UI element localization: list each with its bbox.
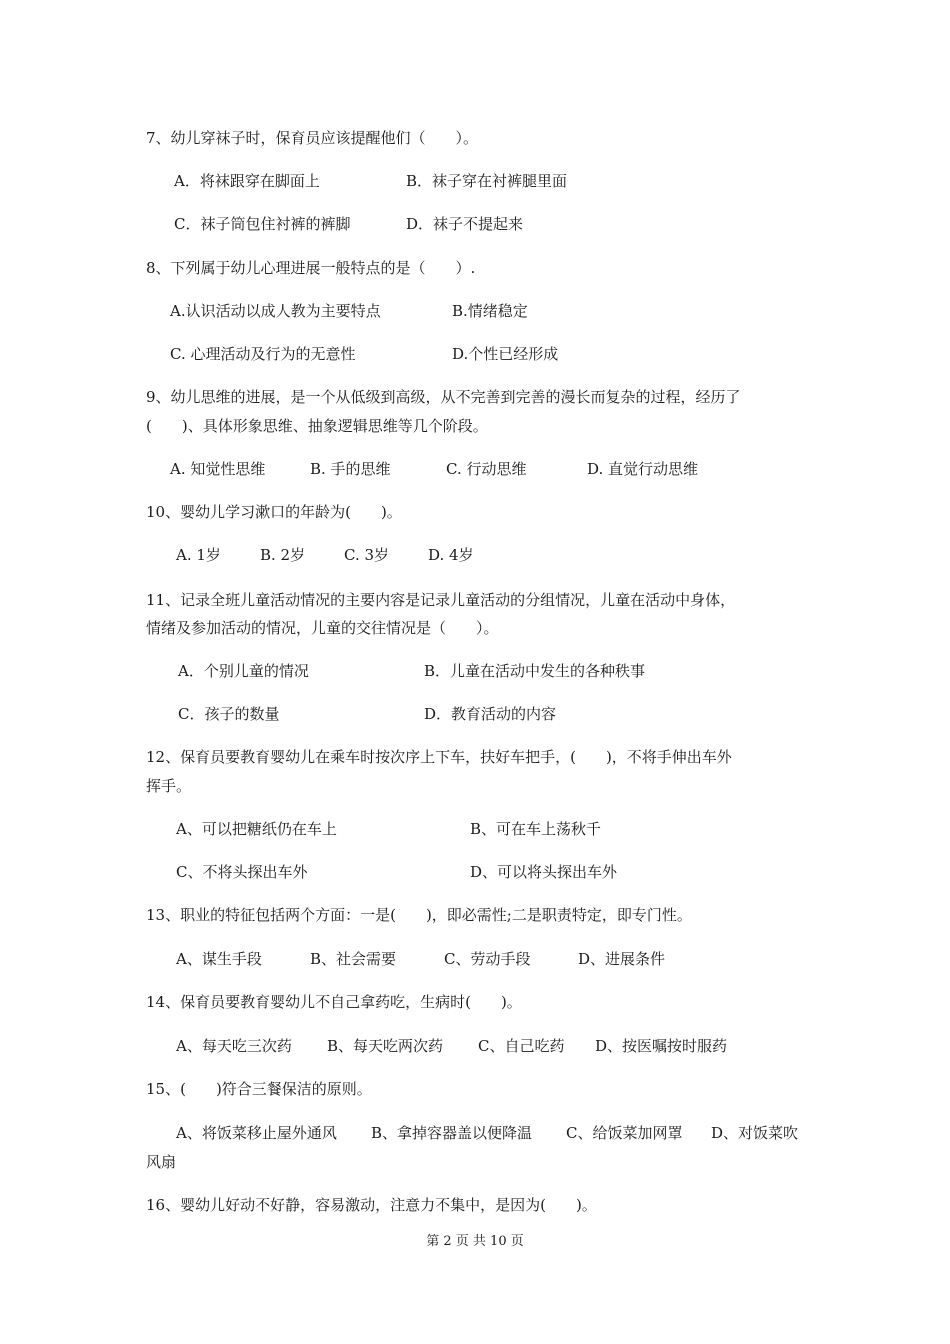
question-14-stem: 14、保育员要教育婴幼儿不自己拿药吃，生病时( )。 — [146, 993, 522, 1011]
question-11-stem-line-1: 11、记录全班儿童活动情况的主要内容是记录儿童活动的分组情况，儿童在活动中身体， — [146, 591, 736, 609]
question-14-option-d: D、按医嘱按时服药 — [595, 1037, 728, 1055]
question-13-option-b: B、社会需要 — [310, 950, 397, 968]
question-8-option-a: A.认识活动以成人教为主要特点 — [170, 302, 381, 320]
question-8-option-b: B.情绪稳定 — [452, 302, 528, 320]
question-7-option-b: B．袜子穿在衬裤腿里面 — [406, 172, 568, 190]
question-7-stem: 7、幼儿穿袜子时，保育员应该提醒他们（ ）。 — [146, 129, 479, 147]
question-9-option-a: A. 知觉性思维 — [170, 460, 266, 478]
question-15-option-d: D、对饭菜吹 — [711, 1124, 799, 1142]
question-15-option-a: A、将饭菜移止屋外通风 — [176, 1124, 337, 1142]
question-13-option-d: D、进展条件 — [578, 950, 666, 968]
page-footer: 第 2 页 共 10 页 — [426, 1234, 524, 1249]
question-9-stem-line-2: ( )、具体形象思维、抽象逻辑思维等几个阶段。 — [146, 417, 488, 435]
question-13-stem: 13、职业的特征包括两个方面：一是( )，即必需性;二是职责特定，即专门性。 — [146, 906, 692, 924]
question-13-option-c: C、劳动手段 — [444, 950, 531, 968]
question-12-stem-line-1: 12、保育员要教育婴幼儿在乘车时按次序上下车，扶好车把手，( )，不将手伸出车外 — [146, 748, 732, 766]
question-11-stem-line-2: 情绪及参加活动的情况，儿童的交往情况是（ ）。 — [146, 619, 499, 637]
question-11-option-c: C．孩子的数量 — [178, 705, 280, 723]
question-10-option-d: D. 4岁 — [428, 546, 474, 564]
question-12-option-b: B、可在车上荡秋千 — [470, 820, 602, 838]
question-9-option-b: B. 手的思维 — [310, 460, 391, 478]
question-9-stem-line-1: 9、幼儿思维的进展，是一个从低级到高级，从不完善到完善的漫长而复杂的过程，经历了 — [146, 388, 741, 406]
question-10-option-a: A. 1岁 — [176, 546, 221, 564]
question-14-option-b: B、每天吃两次药 — [327, 1037, 444, 1055]
question-11-option-d: D．教育活动的内容 — [424, 705, 557, 723]
question-15-option-c: C、给饭菜加网罩 — [566, 1124, 683, 1142]
question-11-option-b: B．儿童在活动中发生的各种秩事 — [424, 662, 646, 680]
question-15-option-b: B、拿掉容器盖以便降温 — [371, 1124, 533, 1142]
question-12-option-a: A、可以把糖纸仍在车上 — [176, 820, 337, 838]
question-12-stem-line-2: 挥手。 — [146, 777, 192, 795]
question-10-option-b: B. 2岁 — [260, 546, 306, 564]
question-7-option-a: A．将袜跟穿在脚面上 — [174, 172, 320, 190]
question-14-option-c: C、自己吃药 — [478, 1037, 565, 1055]
question-16-stem: 16、婴幼儿好动不好静，容易激动，注意力不集中，是因为( )。 — [146, 1196, 597, 1214]
question-15-stem: 15、( )符合三餐保洁的原则。 — [146, 1080, 372, 1098]
question-7-option-c: C．袜子筒包住衬裤的裤脚 — [174, 215, 351, 233]
question-10-option-c: C. 3岁 — [344, 546, 390, 564]
question-8-option-c: C. 心理活动及行为的无意性 — [170, 345, 356, 363]
question-10-stem: 10、婴幼儿学习漱口的年龄为( )。 — [146, 503, 402, 521]
question-12-option-c: C、不将头探出车外 — [176, 863, 308, 881]
question-12-option-d: D、可以将头探出车外 — [470, 863, 618, 881]
question-7-option-d: D．袜子不提起来 — [406, 215, 524, 233]
question-15-option-d-wrap: 风扇 — [146, 1153, 177, 1171]
question-11-option-a: A．个别儿童的情况 — [178, 662, 309, 680]
question-13-option-a: A、谋生手段 — [176, 950, 262, 968]
question-8-option-d: D.个性已经形成 — [452, 345, 559, 363]
question-9-option-d: D. 直觉行动思维 — [587, 460, 699, 478]
question-9-option-c: C. 行动思维 — [446, 460, 527, 478]
question-8-stem: 8、下列属于幼儿心理进展一般特点的是（ ）. — [146, 259, 476, 277]
question-14-option-a: A、每天吃三次药 — [176, 1037, 292, 1055]
